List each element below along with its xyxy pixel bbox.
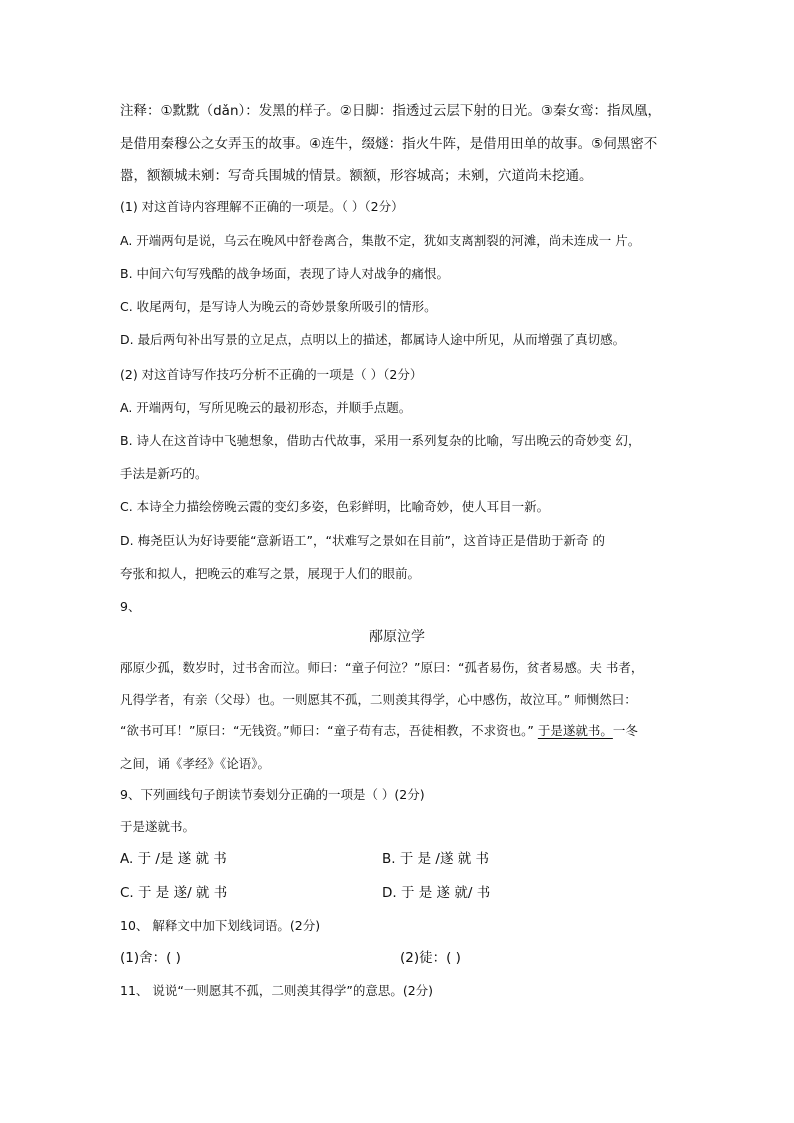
q10-item-1: (1)舍：( ) (120, 950, 181, 966)
q9-sentence: 于是遂就书。 (120, 819, 196, 834)
q9-option-b: B. 于 是 /遂 就 书 (382, 851, 490, 867)
passage-line-4: 之间，诵《孝经》《论语》。 (120, 756, 271, 771)
q2-option-b-line1: B. 诗人在这首诗中飞驰想象，借助古代故事，采用一系列复杂的比喻，写出晚云的奇妙变 幻， (120, 433, 641, 448)
q1-option-d: D. 最后两句补出写景的立足点，点明以上的描述，都属诗人途中所见，从而增强了真切感。 (120, 332, 626, 347)
q2-stem: (2) 对这首诗写作技巧分析不正确的一项是（ ）（2分） (120, 367, 423, 382)
q2-option-d-line1: D. 梅尧臣认为好诗要能“意新语工”，“状难写之景如在目前”，这首诗正是借助于新奇 的 (120, 533, 605, 548)
section-number: 9、 (120, 599, 141, 614)
passage-line-3-post: 一冬 (612, 723, 638, 738)
q11-stem: 11、 说说“一则愿其不孤，二则羡其得学”的意思。(2分) (120, 983, 434, 998)
passage-line-3-pre: “欲书可耳！”原曰：“无钱资。”师曰：“童子苟有志，吾徒相教，不求资也。” (120, 723, 538, 738)
q2-option-b-line2: 手法是新巧的。 (120, 466, 208, 481)
passage-line-3 (120, 722, 638, 740)
q2-option-c: C. 本诗全力描绘傍晚云霞的变幻多姿，色彩鲜明，比喻奇妙，使人耳目一新。 (120, 499, 550, 514)
q10-item-2: (2)徒：( ) (400, 950, 461, 966)
note-line-2: 是借用秦穆公之女弄玉的故事。④连牛，缀燧：指火牛阵，是借用田单的故事。⑤伺黑密不 (120, 136, 658, 152)
passage-line-2: 凡得学者，有亲（父母）也。一则愿其不孤，二则羡其得学，心中感伤，故泣耳。” 师恻然曰： (120, 692, 637, 707)
q9-stem: 9、下列画线句子朗读节奏划分正确的一项是（ ）(2分) (120, 787, 425, 802)
passage-line-1: 邴原少孤，数岁时，过书舍而泣。师曰：“童子何泣？”原曰：“孤者易伤，贫者易感。夫 书者， (120, 660, 644, 675)
passage-title: 邴原泣学 (369, 629, 425, 645)
q9-option-d: D. 于 是 遂 就/ 书 (382, 885, 491, 901)
q1-stem: (1) 对这首诗内容理解不正确的一项是。（ ）（2分） (120, 199, 404, 214)
note-line-3: 嚣，额额城未剜：写奇兵围城的情景。额额，形容城高；未剜，穴道尚未挖通。 (120, 168, 593, 184)
q2-option-a: A. 开端两句，写所见晚云的最初形态，并顺手点题。 (120, 400, 412, 415)
q1-option-c: C. 收尾两句，是写诗人为晚云的奇妙景象所吸引的情形。 (120, 299, 437, 314)
q2-option-d-line2: 夸张和拟人，把晚云的难写之景，展现于人们的眼前。 (120, 566, 421, 581)
q10-stem: 10、 解释文中加下划线词语。(2分) (120, 918, 321, 933)
q9-option-c: C. 于 是 遂/ 就 书 (120, 885, 228, 901)
q9-option-a: A. 于 /是 遂 就 书 (120, 851, 227, 867)
note-line-1: 注释：①黕黕（dǎn）：发黑的样子。②日脚：指透过云层下射的日光。③秦女鸾：指凤凰， (120, 103, 661, 119)
underlined-sentence: 于是遂就书。 (537, 723, 613, 738)
q1-option-b: B. 中间六句写残酷的战争场面，表现了诗人对战争的痛恨。 (120, 266, 450, 281)
q1-option-a: A. 开端两句是说，乌云在晚风中舒卷离合，集散不定，犹如支离割裂的河滩，尚未连成一 片。 (120, 233, 641, 248)
